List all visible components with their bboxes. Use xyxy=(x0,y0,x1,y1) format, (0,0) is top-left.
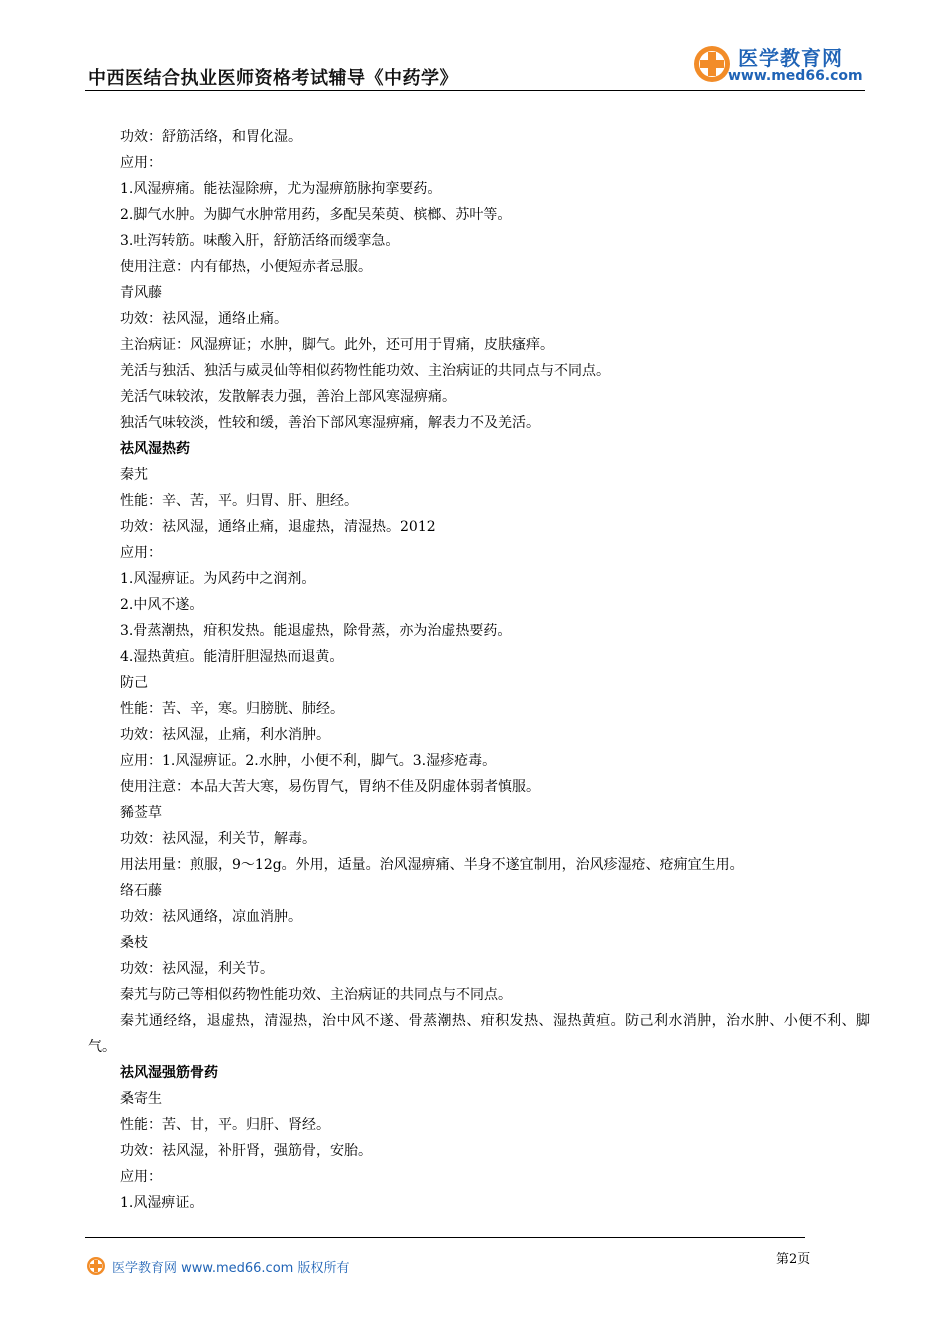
body-paragraph: 豨莶草 xyxy=(120,805,162,821)
logo-cross-icon xyxy=(692,44,732,84)
body-paragraph: 功效：祛风湿，利关节，解毒。 xyxy=(120,831,316,847)
footer-copyright: 医学教育网 www.med66.com 版权所有 xyxy=(112,1261,350,1276)
body-paragraph: 性能：苦、甘，平。归肝、肾经。 xyxy=(120,1117,330,1133)
body-paragraph: 功效：祛风通络，凉血消肿。 xyxy=(120,909,302,925)
body-paragraph: 应用： xyxy=(120,1169,162,1185)
body-paragraph: 3.吐泻转筋。味酸入肝，舒筋活络而缓挛急。 xyxy=(120,233,400,249)
body-paragraph: 青风藤 xyxy=(120,285,162,301)
body-paragraph: 1.风湿痹证。 xyxy=(120,1195,204,1211)
body-paragraph: 桑枝 xyxy=(120,935,148,951)
body-paragraph: 防己 xyxy=(120,675,148,691)
body-paragraph: 主治病证：风湿痹证；水肿，脚气。此外，还可用于胃痛，皮肤瘙痒。 xyxy=(120,337,554,353)
section-heading: 祛风湿热药 xyxy=(120,441,190,457)
site-logo[interactable] xyxy=(690,40,870,90)
header-divider xyxy=(85,90,865,91)
body-paragraph: 应用：1.风湿痹证。2.水肿，小便不利，脚气。3.湿疹疮毒。 xyxy=(120,753,497,769)
page-number: 第2页 xyxy=(776,1252,811,1267)
body-paragraph: 功效：祛风湿，通络止痛，退虚热，清湿热。2012 xyxy=(120,519,436,535)
body-paragraph: 功效：祛风湿，止痛，利水消肿。 xyxy=(120,727,330,743)
body-paragraph: 应用： xyxy=(120,155,162,171)
section-heading: 祛风湿强筋骨药 xyxy=(120,1065,218,1081)
logo-text: 医学教育网 xyxy=(738,46,843,70)
body-paragraph: 功效：祛风湿，补肝肾，强筋骨，安胎。 xyxy=(120,1143,372,1159)
body-paragraph: 秦艽通经络，退虚热，清湿热，治中风不遂、骨蒸潮热、疳积发热、湿热黄疸。防己利水消肿，治水肿、小便不利、脚气。 xyxy=(88,1013,870,1055)
logo-url[interactable]: www.med66.com xyxy=(728,68,863,84)
document-title: 中西医结合执业医师资格考试辅导《中药学》 xyxy=(88,68,458,89)
body-paragraph: 性能：辛、苦，平。归胃、肝、胆经。 xyxy=(120,493,358,509)
body-paragraph: 用法用量：煎服，9～12g。外用，适量。治风湿痹痛、半身不遂宜制用，治风疹湿疮、疮痈宜生用。 xyxy=(120,857,744,873)
body-paragraph: 羌活气味较浓，发散解表力强，善治上部风寒湿痹痛。 xyxy=(120,389,456,405)
body-paragraph: 秦艽 xyxy=(120,467,148,483)
body-paragraph: 应用： xyxy=(120,545,162,561)
body-paragraph: 1.风湿痹痛。能祛湿除痹，尤为湿痹筋脉拘挛要药。 xyxy=(120,181,442,197)
body-paragraph: 功效：祛风湿，通络止痛。 xyxy=(120,311,288,327)
body-paragraph: 独活气味较淡，性较和缓，善治下部风寒湿痹痛，解表力不及羌活。 xyxy=(120,415,540,431)
footer-logo-icon xyxy=(86,1256,106,1276)
body-paragraph: 络石藤 xyxy=(120,883,162,899)
body-paragraph: 2.中风不遂。 xyxy=(120,597,204,613)
body-paragraph: 秦艽与防己等相似药物性能功效、主治病证的共同点与不同点。 xyxy=(120,987,512,1003)
body-paragraph: 性能：苦、辛，寒。归膀胱、肺经。 xyxy=(120,701,344,717)
document-body xyxy=(88,124,870,1216)
body-paragraph: 3.骨蒸潮热，疳积发热。能退虚热，除骨蒸，亦为治虚热要药。 xyxy=(120,623,512,639)
footer-divider xyxy=(85,1237,805,1238)
body-paragraph: 2.脚气水肿。为脚气水肿常用药，多配吴茱萸、槟榔、苏叶等。 xyxy=(120,207,512,223)
body-paragraph: 功效：舒筋活络，和胃化湿。 xyxy=(120,129,302,145)
body-paragraph: 桑寄生 xyxy=(120,1091,162,1107)
body-paragraph: 4.湿热黄疸。能清肝胆湿热而退黄。 xyxy=(120,649,344,665)
body-paragraph: 使用注意：内有郁热，小便短赤者忌服。 xyxy=(120,259,372,275)
body-paragraph: 功效：祛风湿，利关节。 xyxy=(120,961,274,977)
body-paragraph: 使用注意：本品大苦大寒，易伤胃气，胃纳不佳及阴虚体弱者慎服。 xyxy=(120,779,540,795)
body-paragraph: 羌活与独活、独活与威灵仙等相似药物性能功效、主治病证的共同点与不同点。 xyxy=(120,363,610,379)
body-paragraph: 1.风湿痹证。为风药中之润剂。 xyxy=(120,571,316,587)
